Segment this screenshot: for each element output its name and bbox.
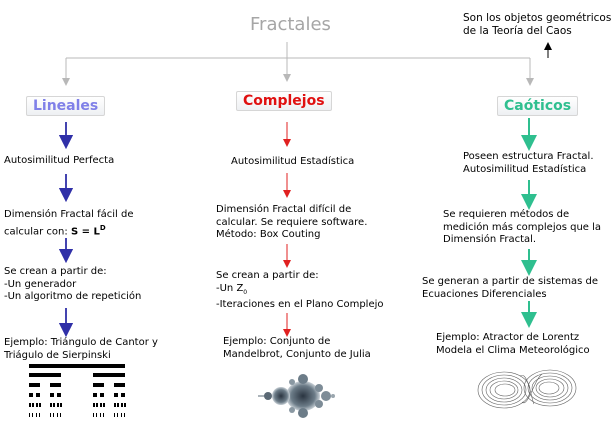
complejos-step-2: Dimensión Fractal difícil de calcular. Se requiere software. Método: Box Couting [216, 204, 368, 240]
lineales-step-1: Autosimilitud Perfecta [4, 155, 115, 166]
diagram-title: Fractales [250, 14, 331, 35]
mandelbrot-image [256, 370, 338, 422]
caoticos-step-1: Poseen estructura Fractal. Autosimilitud Estadística [463, 151, 594, 175]
caoticos-step-3: Se generan a partir de sistemas de Ecuaciones Diferenciales [422, 276, 599, 300]
category-complejos: Complejos [236, 91, 332, 111]
complejos-step-1: Autosimilitud Estadística [231, 156, 355, 167]
lorenz-attractor-image [472, 358, 582, 420]
lineales-step-2: Dimensión Fractal fácil de calcular con: $S = L^D$ [4, 209, 134, 237]
gray-connectors [66, 42, 530, 82]
sierpinski-cantor-image [27, 364, 127, 420]
complejos-step-4: Ejemplo: Conjunto de Mandelbrot, Conjunto de Julia [223, 336, 371, 360]
lineales-step-3: Se crean a partir de: -Un generador -Un algoritmo de repetición [4, 266, 142, 302]
complejos-step-3: Se crean a partir de: -Un $Z_0$ -Iteraciones en el Plano Complejo [216, 270, 384, 310]
caoticos-step-2: Se requieren métodos de medición más complejos que la Dimensión Fractal. [443, 209, 602, 245]
category-caoticos: Caóticos [497, 96, 578, 116]
top-note: Son los objetos geométricos de la Teoría del Caos [463, 12, 612, 37]
formula: S = L [70, 225, 100, 237]
lineales-step-4: Ejemplo: Triángulo de Cantor y Triágulo de Sierpinski [4, 337, 158, 361]
category-lineales: Lineales [26, 96, 105, 116]
caoticos-step-4: Ejemplo: Atractor de Lorentz Modela el Clima Meteorológico [436, 332, 590, 356]
